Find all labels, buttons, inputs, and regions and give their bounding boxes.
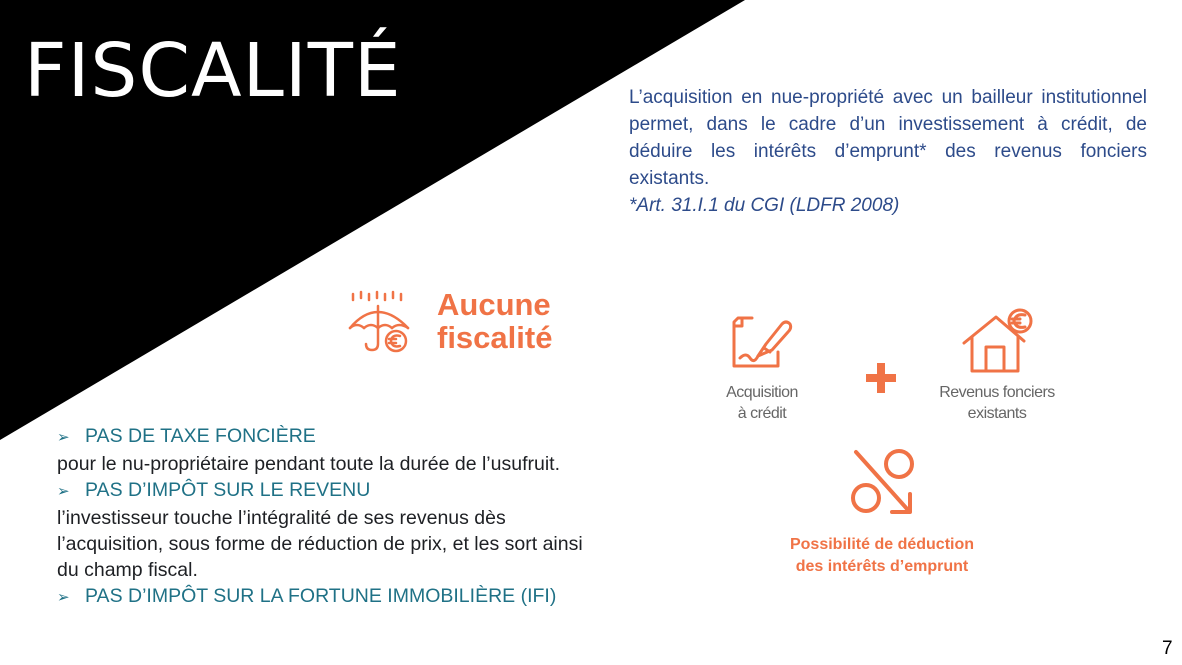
fiscal-benefits-list — [57, 423, 607, 611]
bullet-body: pour le nu-propriétaire pendant toute la durée de l’usufruit. — [57, 453, 560, 475]
legal-reference: *Art. 31.I.1 du CGI (LDFR 2008) — [629, 195, 900, 216]
acquisition-caption — [706, 382, 818, 424]
no-taxation-label — [437, 288, 552, 354]
slide-title: FISCALITÉ — [24, 28, 402, 114]
acquisition-line1: Acquisition — [726, 384, 798, 401]
revenus-caption — [922, 382, 1072, 424]
umbrella-euro-icon — [345, 290, 413, 354]
intro-paragraph: L’acquisition en nue-propriété avec un bailleur institutionnel permet, dans le cadre d’un investissement à crédit, de déduire les intérêts d’emprunt* des revenus fonciers existants. — [629, 87, 1147, 189]
signed-document-icon — [730, 314, 794, 370]
bullet-heading — [57, 477, 607, 505]
acquisition-line2: à crédit — [737, 405, 787, 422]
no-taxation-line2: fiscalité — [437, 320, 553, 355]
arrow-bullet-icon: ➢ — [57, 483, 70, 500]
bullet-heading — [57, 583, 607, 611]
bullet-heading-text: PAS DE TAXE FONCIÈRE — [85, 425, 316, 447]
house-euro-icon — [960, 307, 1036, 375]
deduction-line2: des intérêts d’emprunt — [795, 558, 969, 575]
arrow-bullet-icon: ➢ — [57, 589, 70, 606]
plus-icon — [864, 363, 898, 393]
revenus-line2: existants — [967, 405, 1027, 422]
deduction-line1: Possibilité de déduction — [789, 536, 975, 553]
bullet-heading-text: PAS D’IMPÔT SUR LA FORTUNE IMMOBILIÈRE (IFI) — [85, 585, 557, 607]
bullet-heading-text: PAS D’IMPÔT SUR LE REVENU — [85, 479, 371, 501]
deduction-caption — [760, 534, 1004, 578]
page-number: 7 — [1162, 638, 1173, 659]
bullet-body: l’investisseur touche l’intégralité de ses revenus dès l’acquisition, sous forme de réduction de prix, et les sort ainsi du champ fiscal. — [57, 507, 583, 581]
bullet-heading — [57, 423, 607, 451]
percent-arrow-icon — [846, 448, 918, 518]
no-taxation-line1: Aucune — [437, 287, 551, 322]
intro-text — [629, 84, 1147, 219]
no-taxation-highlight — [345, 288, 605, 368]
arrow-bullet-icon: ➢ — [57, 429, 70, 446]
revenus-line1: Revenus fonciers — [939, 384, 1055, 401]
